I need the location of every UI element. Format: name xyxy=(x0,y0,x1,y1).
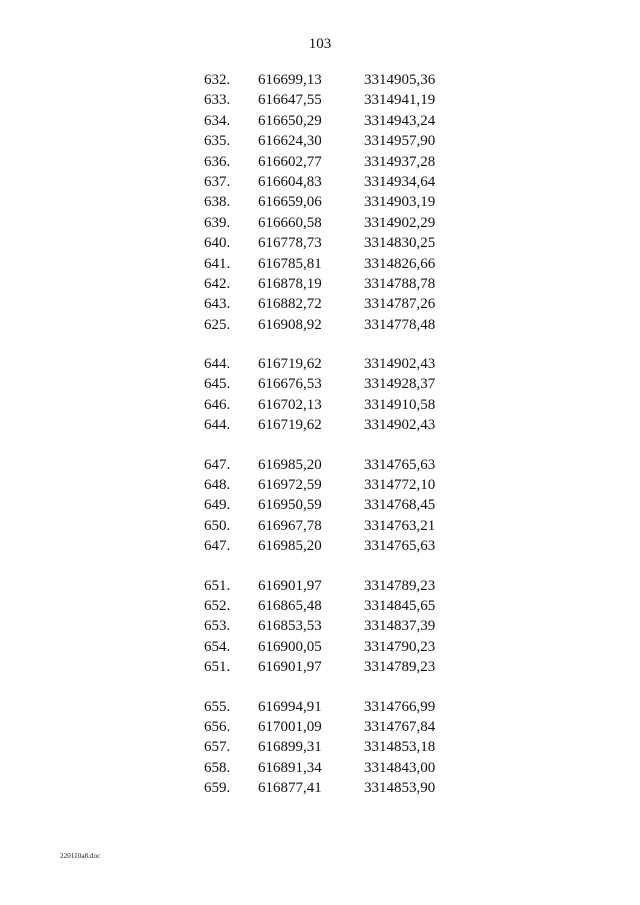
point-number: 643. xyxy=(204,296,231,313)
x-coordinate: 616985,20 xyxy=(258,456,322,473)
y-coordinate: 3314765,63 xyxy=(364,538,436,555)
x-coordinate: 616882,72 xyxy=(258,296,322,313)
point-number: 634. xyxy=(204,112,231,129)
point-number: 641. xyxy=(204,255,231,272)
y-coordinate: 3314941,19 xyxy=(364,92,436,109)
y-coordinate: 3314765,63 xyxy=(364,456,436,473)
x-coordinate: 616972,59 xyxy=(258,477,322,494)
y-coordinate: 3314778,48 xyxy=(364,316,436,333)
y-coordinate: 3314788,78 xyxy=(364,275,436,292)
point-number: 648. xyxy=(204,477,231,494)
point-number: 625. xyxy=(204,316,231,333)
point-number: 653. xyxy=(204,618,231,635)
x-coordinate: 616900,05 xyxy=(258,638,322,655)
x-coordinate: 616967,78 xyxy=(258,517,322,534)
point-number: 646. xyxy=(204,396,231,413)
y-coordinate: 3314790,23 xyxy=(364,638,436,655)
x-coordinate: 616699,13 xyxy=(258,72,322,88)
y-coordinate: 3314902,43 xyxy=(364,356,436,373)
y-coordinate: 3314789,23 xyxy=(364,577,436,594)
y-coordinate: 3314937,28 xyxy=(364,153,436,170)
point-number: 651. xyxy=(204,577,231,594)
x-coordinate: 616901,97 xyxy=(258,659,322,676)
x-coordinate: 616624,30 xyxy=(258,133,322,150)
x-coordinate: 616659,06 xyxy=(258,194,322,211)
x-coordinate: 616877,41 xyxy=(258,780,322,797)
x-coordinate: 616908,92 xyxy=(258,316,322,333)
y-coordinate: 3314903,19 xyxy=(364,194,436,211)
y-coordinate: 3314826,66 xyxy=(364,255,436,272)
point-number: 658. xyxy=(204,759,231,776)
y-coordinate: 3314928,37 xyxy=(364,376,436,393)
y-coordinate: 3314957,90 xyxy=(364,133,436,150)
y-coordinate: 3314853,90 xyxy=(364,780,436,797)
point-number: 650. xyxy=(204,517,231,534)
x-coordinate: 616950,59 xyxy=(258,497,322,514)
point-number: 657. xyxy=(204,739,231,756)
x-coordinate: 616899,31 xyxy=(258,739,322,756)
point-number: 647. xyxy=(204,538,231,555)
y-coordinate: 3314905,36 xyxy=(364,72,436,88)
x-coordinate: 617001,09 xyxy=(258,718,322,735)
y-coordinate: 3314902,43 xyxy=(364,417,436,434)
point-number: 654. xyxy=(204,638,231,655)
point-number: 649. xyxy=(204,497,231,514)
point-number: 637. xyxy=(204,173,231,190)
x-coordinate: 616994,91 xyxy=(258,698,322,715)
x-coordinate: 616878,19 xyxy=(258,275,322,292)
x-coordinate: 616647,55 xyxy=(258,92,322,109)
point-number: 645. xyxy=(204,376,231,393)
y-coordinate: 3314772,10 xyxy=(364,477,436,494)
point-number: 644. xyxy=(204,356,231,373)
y-coordinate: 3314789,23 xyxy=(364,659,436,676)
point-number: 642. xyxy=(204,275,231,292)
x-coordinate: 616891,34 xyxy=(258,759,322,776)
point-number: 639. xyxy=(204,214,231,231)
y-coordinate: 3314843,00 xyxy=(364,759,436,776)
point-number: 655. xyxy=(204,698,231,715)
point-number: 652. xyxy=(204,597,231,614)
point-number: 632. xyxy=(204,72,231,88)
x-coordinate: 616719,62 xyxy=(258,417,322,434)
y-coordinate: 3314830,25 xyxy=(364,235,436,252)
x-coordinate: 616604,83 xyxy=(258,173,322,190)
x-coordinate: 616853,53 xyxy=(258,618,322,635)
y-coordinate: 3314837,39 xyxy=(364,618,436,635)
x-coordinate: 616650,29 xyxy=(258,112,322,129)
y-coordinate: 3314763,21 xyxy=(364,517,436,534)
y-coordinate: 3314768,45 xyxy=(364,497,436,514)
point-number: 647. xyxy=(204,456,231,473)
point-number: 640. xyxy=(204,235,231,252)
point-number: 633. xyxy=(204,92,231,109)
x-coordinate: 616778,73 xyxy=(258,235,322,252)
point-number: 644. xyxy=(204,417,231,434)
y-coordinate: 3314853,18 xyxy=(364,739,436,756)
x-coordinate: 616865,48 xyxy=(258,597,322,614)
point-number: 638. xyxy=(204,194,231,211)
y-coordinate: 3314910,58 xyxy=(364,396,436,413)
x-coordinate: 616719,62 xyxy=(258,356,322,373)
x-coordinate: 616676,53 xyxy=(258,376,322,393)
y-coordinate: 3314943,24 xyxy=(364,112,436,129)
point-number: 659. xyxy=(204,780,231,797)
x-coordinate: 616602,77 xyxy=(258,153,322,170)
footer-filename: 220110a8.doc xyxy=(60,852,101,860)
y-coordinate: 3314845,65 xyxy=(364,597,436,614)
y-coordinate: 3314787,26 xyxy=(364,296,436,313)
x-coordinate: 616785,81 xyxy=(258,255,322,272)
point-number: 656. xyxy=(204,718,231,735)
point-number: 651. xyxy=(204,659,231,676)
x-coordinate: 616901,97 xyxy=(258,577,322,594)
y-coordinate: 3314766,99 xyxy=(364,698,436,715)
point-number: 636. xyxy=(204,153,231,170)
y-coordinate: 3314767,84 xyxy=(364,718,436,735)
x-coordinate: 616702,13 xyxy=(258,396,322,413)
y-coordinate: 3314902,29 xyxy=(364,214,436,231)
page-number: 103 xyxy=(308,36,332,52)
y-coordinate: 3314934,64 xyxy=(364,173,436,190)
x-coordinate: 616985,20 xyxy=(258,538,322,555)
point-number: 635. xyxy=(204,133,231,150)
x-coordinate: 616660,58 xyxy=(258,214,322,231)
